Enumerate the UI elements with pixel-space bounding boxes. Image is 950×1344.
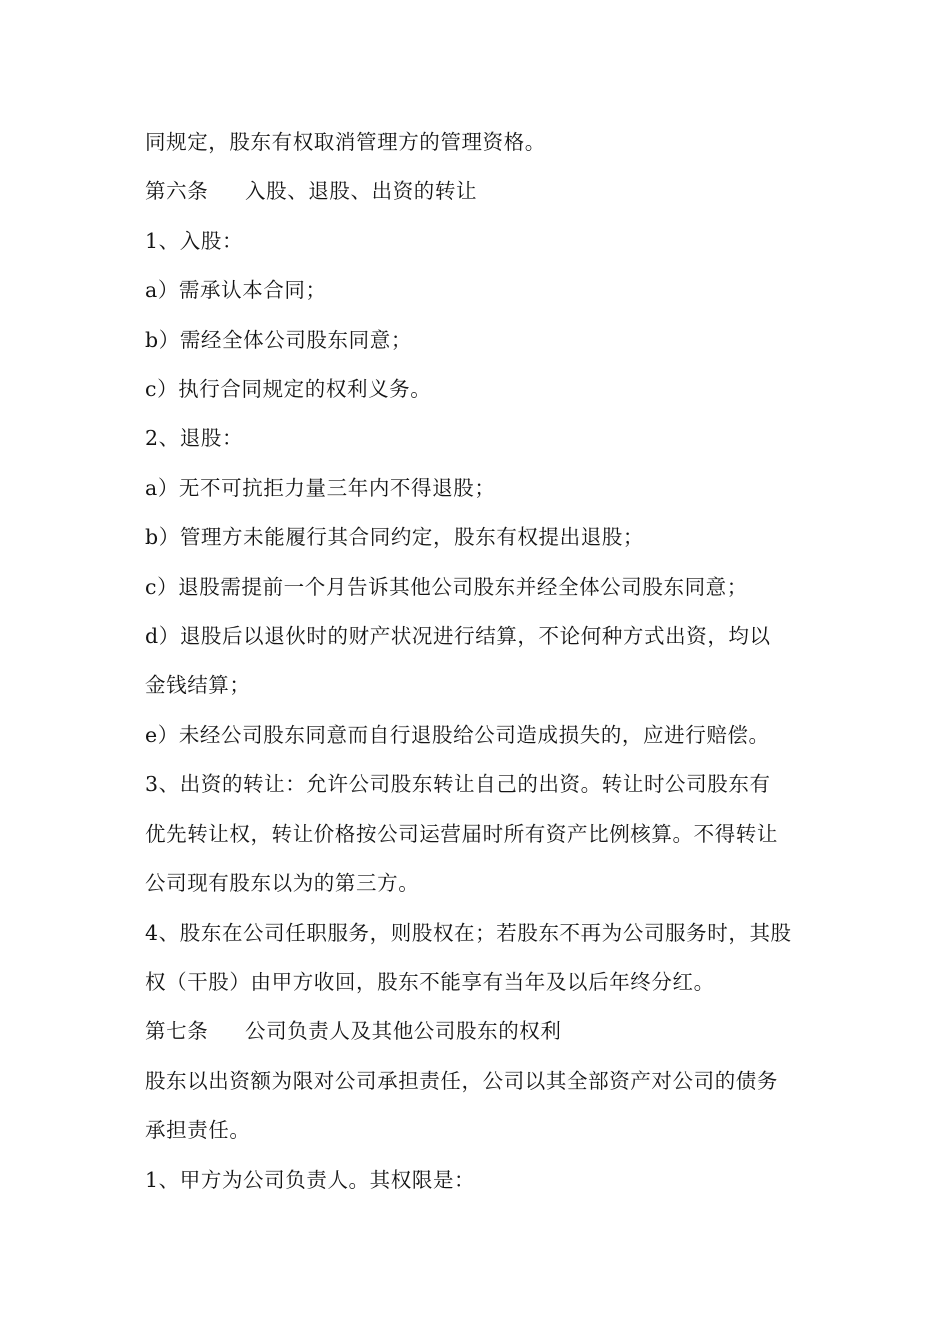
article-number: 第七条 [145, 1019, 209, 1044]
clause-line: c）执行合同规定的权利义务。 [145, 377, 432, 402]
clause-line: d）退股后以退伙时的财产状况进行结算，不论何种方式出资，均以 [145, 624, 771, 649]
clause-line: 1、入股： [145, 228, 244, 253]
clause-line: b）需经全体公司股东同意； [145, 327, 412, 352]
clause-line: b）管理方未能履行其合同约定，股东有权提出退股； [145, 525, 645, 550]
paragraph-line: 承担责任。 [145, 1118, 251, 1143]
clause-line: 2、退股： [145, 426, 244, 451]
clause-line: e）未经公司股东同意而自行退股给公司造成损失的，应进行赔偿。 [145, 722, 770, 747]
paragraph-line: 同规定，股东有权取消管理方的管理资格。 [145, 130, 546, 154]
clause-line: 优先转让权，转让价格按公司运营届时所有资产比例核算。不得转让 [145, 821, 778, 846]
document-body [145, 118, 815, 1205]
clause-line: 1、甲方为公司负责人。其权限是： [145, 1167, 476, 1192]
clause-line: 金钱结算； [145, 673, 251, 698]
clause-line: a）需承认本合同； [145, 278, 327, 303]
article-title: 公司负责人及其他公司股东的权利 [245, 1019, 562, 1044]
article-6-heading [145, 167, 815, 216]
article-number: 第六条 [145, 179, 209, 204]
clause-line: 3、出资的转让：允许公司股东转让自己的出资。转让时公司股东有 [145, 772, 771, 797]
clause-line: 权（干股）由甲方收回，股东不能享有当年及以后年终分红。 [145, 969, 715, 994]
clause-line: a）无不可抗拒力量三年内不得退股； [145, 475, 496, 500]
article-title: 入股、退股、出资的转让 [245, 179, 478, 204]
clause-line: c）退股需提前一个月告诉其他公司股东并经全体公司股东同意； [145, 574, 748, 599]
clause-line: 4、股东在公司任职服务，则股权在；若股东不再为公司服务时，其股 [145, 920, 792, 945]
article-7-heading [145, 1007, 815, 1056]
clause-line: 公司现有股东以为的第三方。 [145, 871, 420, 896]
paragraph-line: 股东以出资额为限对公司承担责任，公司以其全部资产对公司的债务 [145, 1068, 778, 1093]
